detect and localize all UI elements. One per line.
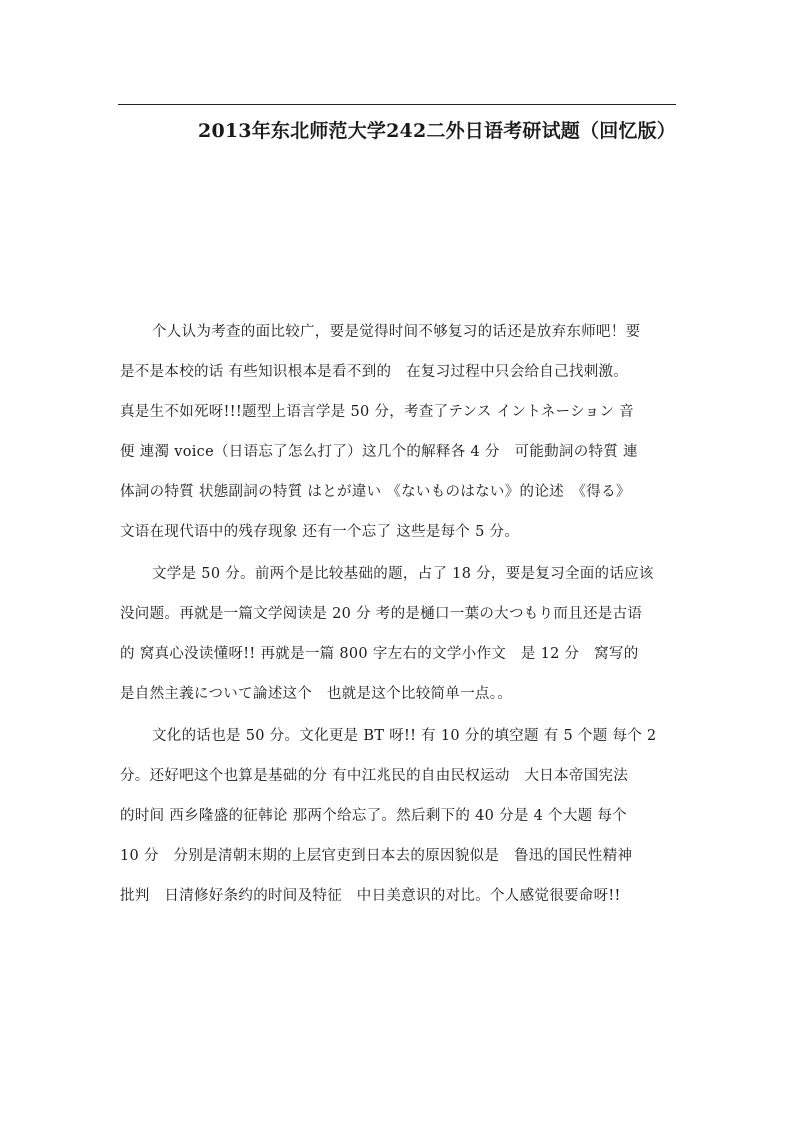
text-line: 10 分 分别是清朝末期的上层官吏到日本去的原因貌似是 鲁迅的国民性精神 [120, 848, 633, 864]
text-line: 的 窝真心没读懂呀!! 再就是一篇 800 字左右的文学小作文 是 12 分 窝写的 [120, 646, 639, 662]
text-line: 是自然主義について論述这个 也就是这个比较简单一点。。 [120, 686, 513, 702]
text-line: 体詞の特質 状態副詞の特質 はとが違い 《ないものはない》的论述 《得る》 [120, 484, 631, 500]
header-rule [118, 104, 676, 105]
text-line: 个人认为考查的面比较广，要是觉得时间不够复习的话还是放弃东师吧！要 [152, 324, 641, 340]
text-line: 分。还好吧这个也算是基础的分 有中江兆民的自由民权运动 大日本帝国宪法 [120, 768, 629, 784]
text-line: 没问题。再就是一篇文学阅读是 20 分 考的是樋口一葉の大つもり而且还是古语 [120, 606, 643, 622]
document-body [120, 318, 676, 922]
paragraph-literature [120, 560, 676, 720]
text-line: 的时间 西乡隆盛的征韩论 那两个给忘了。然后剩下的 40 分是 4 个大题 每个 [120, 808, 627, 824]
document-title: 2013年东北师范大学242二外日语考研试题（回忆版） [198, 120, 676, 142]
text-line: 文语在现代语中的残存现象 还有一个忘了 这些是每个 5 分。 [120, 524, 520, 540]
paragraph-culture [120, 722, 676, 922]
text-line: 便 連濁 voice（日语忘了怎么打了）这几个的解释各 4 分 可能動詞の特質 連 [120, 444, 638, 460]
text-line: 是不是本校的话 有些知识根本是看不到的 在复习过程中只会给自己找刺激。 [120, 364, 629, 380]
paragraph-linguistics [120, 318, 676, 558]
text-line: 批判 日清修好条约的时间及特征 中日美意识的对比。个人感觉很要命呀!! [120, 888, 621, 904]
text-line: 文化的话也是 50 分。文化更是 BT 呀!! 有 10 分的填空题 有 5 个题 每个 2 [152, 728, 657, 744]
text-line: 文学是 50 分。前两个是比较基础的题，占了 18 分，要是复习全面的话应该 [152, 566, 654, 582]
text-line: 真是生不如死呀!!!题型上语言学是 50 分，考查了テンス イントネーション 音 [120, 404, 634, 420]
